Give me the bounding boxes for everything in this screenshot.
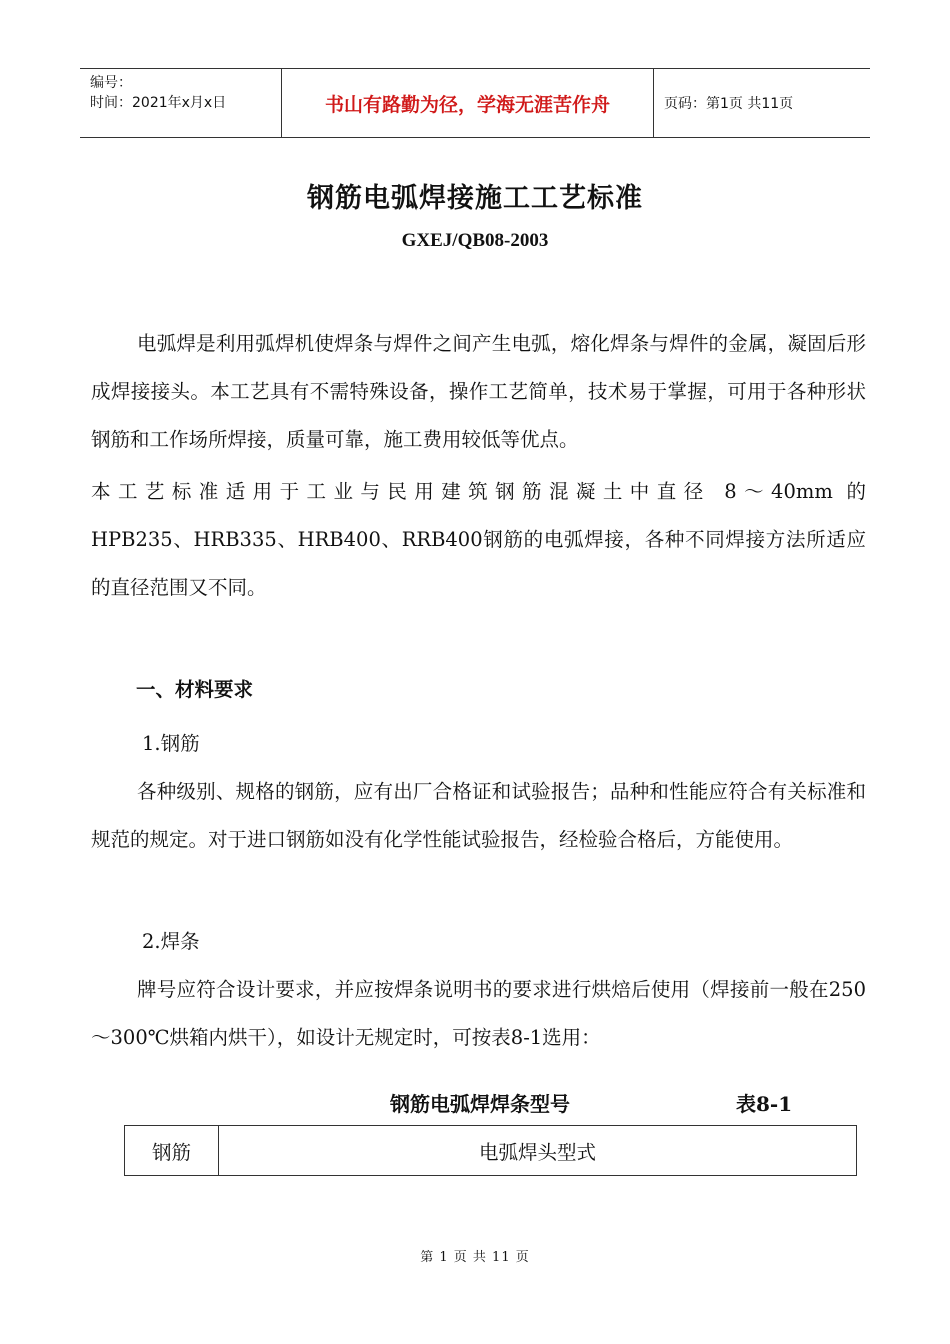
- document-title: 钢筋电弧焊接施工工艺标准: [307, 183, 643, 214]
- table-header-rebar: 钢筋: [125, 1126, 219, 1175]
- table-header-joint-type: 电弧焊头型式: [478, 1140, 596, 1164]
- document-code: GXEJ/QB08-2003: [401, 230, 549, 251]
- table-caption: 钢筋电弧焊焊条型号: [390, 1092, 570, 1116]
- header-meta: [80, 69, 281, 137]
- intro-paragraph-2-line-1: 本工艺标准适用于工业与民用建筑钢筋混凝土中直径 8～40mm 的: [91, 480, 866, 503]
- subsection-title-electrode: 2.焊条: [142, 930, 200, 953]
- date-label: 时间：2021年x月x日: [90, 95, 227, 111]
- intro-paragraph-2-rest: HPB235、HRB335、HRB400、RRB400钢筋的电弧焊接，各种不同焊接方法所适应的直径范围又不同。: [91, 528, 866, 599]
- header-motto: [281, 69, 654, 137]
- table-number: 表8-1: [736, 1092, 793, 1116]
- section-heading: 一、材料要求: [136, 678, 254, 701]
- document-header: [80, 68, 870, 138]
- number-label: 编号：: [90, 75, 132, 91]
- subsection-text-electrode: 牌号应符合设计要求，并应按焊条说明书的要求进行烘焙后使用（焊接前一般在250～300℃烘箱内烘干），如设计无规定时，可按表8-1选用：: [91, 978, 866, 1049]
- subsection-title-rebar: 1.钢筋: [142, 732, 200, 755]
- subsection-text-rebar: 各种级别、规格的钢筋，应有出厂合格证和试验报告；品种和性能应符合有关标准和规范的规定。对于进口钢筋如没有化学性能试验报告，经检验合格后，方能使用。: [91, 780, 866, 851]
- page-info-text: 页码：第1页 共11页: [664, 96, 794, 112]
- header-page-info: [654, 69, 870, 137]
- motto-text: 书山有路勤为径，学海无涯苦作舟: [324, 93, 610, 116]
- page-footer: 第 1 页 共 11 页: [420, 1250, 530, 1265]
- electrode-table: [124, 1125, 857, 1176]
- intro-paragraph-1: 电弧焊是利用弧焊机使焊条与焊件之间产生电弧，熔化焊条与焊件的金属，凝固后形成焊接接头。本工艺具有不需特殊设备，操作工艺简单，技术易于掌握，可用于各种形状钢筋和工作场所焊接，质量可靠，施工费用较低等优点。: [91, 332, 866, 451]
